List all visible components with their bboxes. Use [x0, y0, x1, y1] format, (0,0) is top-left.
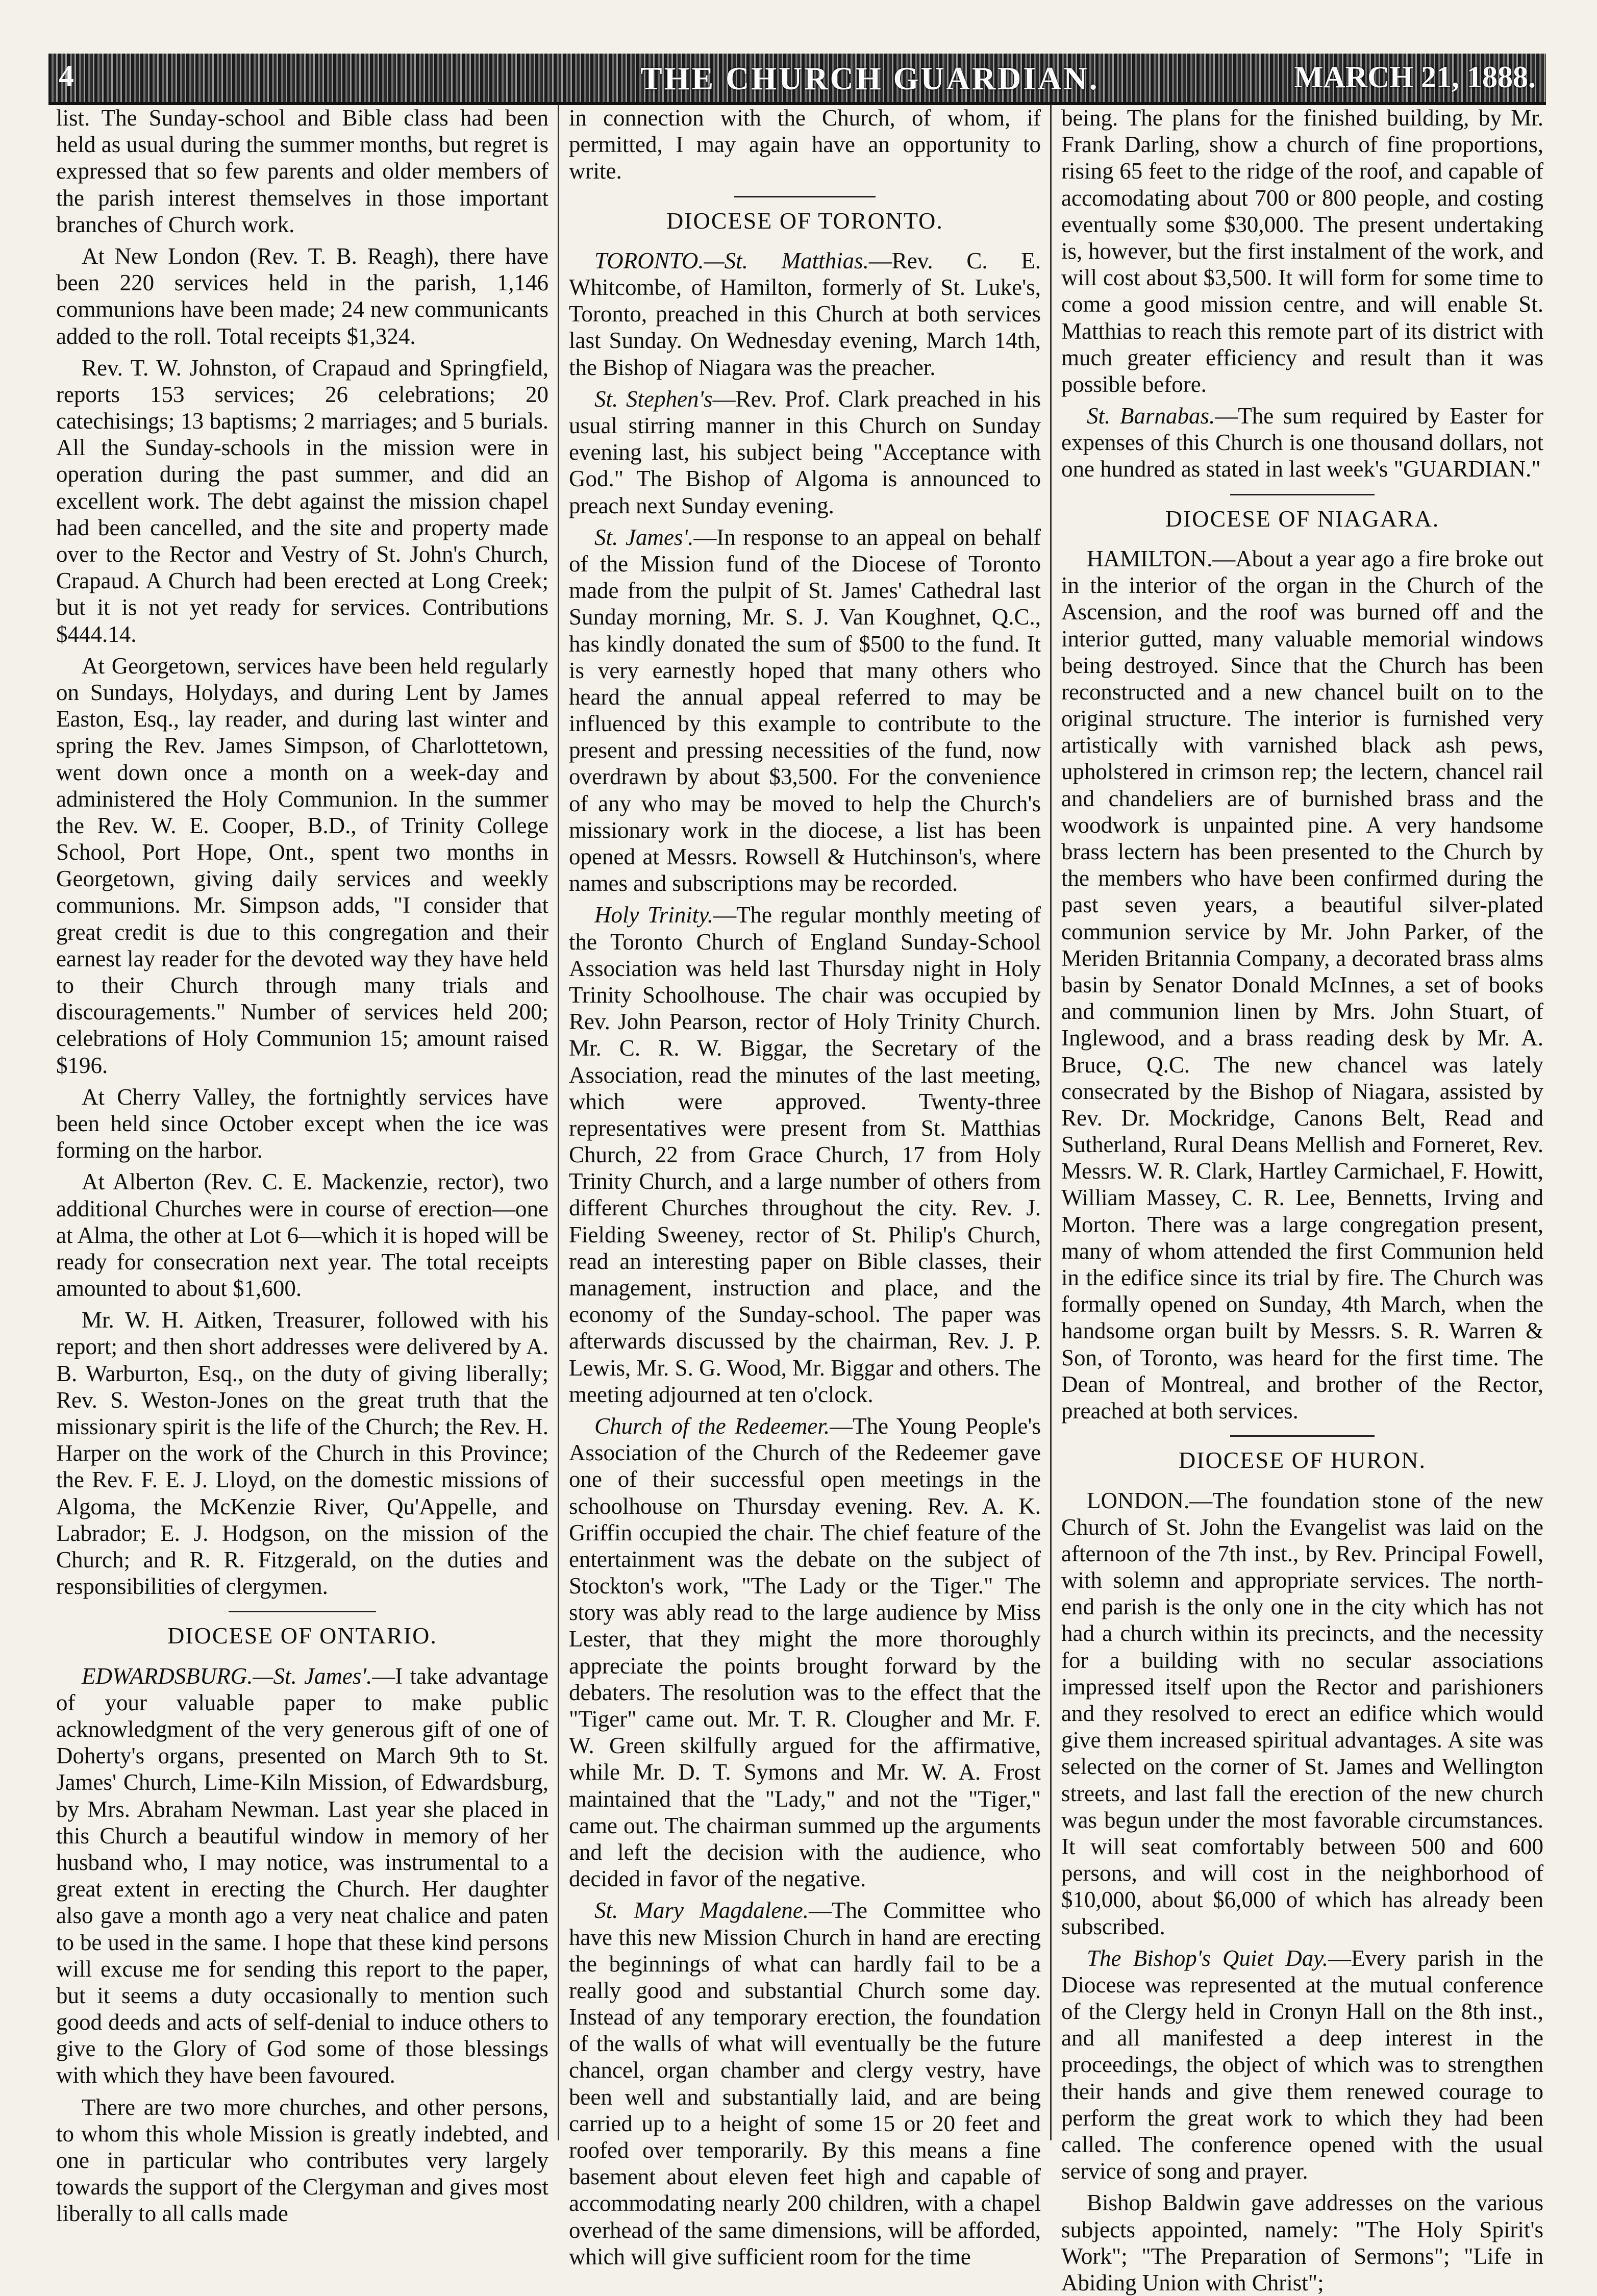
masthead [48, 54, 1546, 105]
column-rule [558, 105, 559, 2140]
paragraph-text: —Rev. C. E. Whitcombe, of Hamilton, formerly of St. Luke's, Toronto, preached in this Church at both services last Sunday. On Wednesday evening, March 14th, the Bishop of Niagara was the preacher. [569, 247, 1041, 380]
paragraph-lead: Church of the Redeemer. [594, 1413, 830, 1439]
paragraph-lead: Holy Trinity. [594, 902, 714, 928]
paragraph: list. The Sunday-school and Bible class had been held as usual during the summer months, but regret is expressed that so few parents and older members of the parish interest themselves in those important branches of Church work. [56, 105, 548, 237]
paragraph-lead: St. Barnabas. [1087, 403, 1215, 429]
paragraph: At Georgetown, services have been held regularly on Sundays, Holydays, and during Lent by James Easton, Esq., lay reader, and during last winter and spring the Rev. James Simpson, of Charlottetown, went down once a month on a week-day and administered the Holy Communion. In the summer the Rev. W. E. Cooper, B.D., of Trinity College School, Port Hope, Ont., spent two months in Georgetown, giving daily services and weekly communions. Mr. Simpson adds, "I consider that great credit is due to this congregation and their earnest lay reader for the devoted way they have held to their Church through many trials and discouragements." Number of services held 200; celebrations of Holy Communion 15; amount raised $196. [56, 653, 548, 1078]
column-rule [1050, 105, 1052, 2140]
paragraph-text: —I take advantage of your valuable paper to make public acknowledgment of the very generous gift of one of Doherty's organs, presented on March 9th to St. James' Church, Lime-Kiln Mission, of Edwardsburg, by Mrs. Abraham Newman. Last year she placed in this Church a beautiful window in memory of her husband who, I may notice, was instrumental to a great extent in erecting the Church. Her daughter also gave a month ago a very neat chalice and paten to be used in the same. I hope that these kind persons will excuse me for sending this report to the paper, but it seems a duty occasionally to mention such good deeds and acts of self-denial to induce others to give to the Glory of God some of those blessings with which they have been favoured. [56, 1663, 548, 2088]
paragraph-text: —The Committee who have this new Mission Church in hand are erecting the beginnings of what can hardly fail to be a really good and substantial Church some day. Instead of any temporary erection, the foundation of the walls of what will eventually be the future chancel, organ chamber and clergy vestry, have been well and substantially laid, and are being carried up to a height of some 15 or 20 feet and roofed over temporarily. By this means a fine basement about eleven feet high and capable of accommodating nearly 200 children, with a chapel overhead of the same dimensions, will be afforded, which will give sufficient room for the time [569, 1898, 1041, 2269]
section-heading: DIOCESE OF HURON. [1061, 1435, 1543, 1474]
issue-date: MARCH 21, 1888. [1294, 60, 1536, 94]
paragraph [1061, 403, 1543, 483]
paragraph-lead: HAMILTON. [1087, 545, 1213, 571]
paragraph: Bishop Baldwin gave addresses on the various subjects appointed, namely: "The Holy Spirit's Work"; "The Preparation of Sermons"; "Life in Abiding Union with Christ"; [1061, 2190, 1543, 2295]
paragraph-lead: LONDON. [1087, 1487, 1190, 1513]
page-number: 4 [59, 59, 74, 93]
paragraph [1061, 1945, 1543, 2185]
section-heading: DIOCESE OF ONTARIO. [56, 1611, 548, 1649]
paragraph: There are two more churches, and other persons, to whom this whole Mission is greatly indebted, and one in particular who contributes very largely towards the support of the Clergyman and gives most liberally to all calls made [56, 2094, 548, 2227]
paragraph: in connection with the Church, of whom, if permitted, I may again have an opportunity to write. [569, 105, 1041, 184]
paragraph [569, 902, 1041, 1408]
paragraph-lead: The Bishop's Quiet Day. [1087, 1945, 1328, 1971]
paragraph [1061, 545, 1543, 1424]
paragraph-text: —The Young People's Association of the Church of the Redeemer gave one of their successful open meetings in the schoolhouse on Thursday evening. Rev. A. K. Griffin occupied the chair. The chief feature of the entertainment was the debate on the subject of Stockton's work, "The Lady or the Tiger." The story was ably read to the large audience by Miss Lester, that they might the more thoroughly appreciate the points brought forward by the debaters. The resolution was to the effect that the "Tiger" came out. Mr. T. R. Clougher and Mr. F. W. Green skilfully argued for the affirmative, while Mr. D. T. Symons and Mr. W. A. Frost maintained that the "Lady," and not the "Tiger," came out. The chairman summed up the arguments and left the decision with the audience, who decided in favor of the negative. [569, 1413, 1041, 1892]
paragraph-lead: EDWARDSBURG.—St. James'. [82, 1663, 372, 1689]
column-2 [569, 105, 1041, 2269]
paragraph-text: —About a year ago a fire broke out in the interior of the organ in the Church of the Ascension, and the roof was burned off and the interior gutted, many valuable memorial windows being destroyed. Since that the Church has been reconstructed and a new chancel built on to the original structure. The interior is furnished very artistically with varnished black ash pews, upholstered in crimson rep; the lectern, chancel rail and chandeliers are of burnished brass and the woodwork is unpainted pine. A very handsome brass lectern has been presented to the Church by the members who have been confirmed during the past seven years, a beautiful silver-plated communion service by Mr. John Parker, of the Meriden Britannia Company, a decorated brass alms basin by Senator Donald McInnes, a set of books and communion linen by Mrs. John Stuart, of Inglewood, and a brass reading desk by Mr. A. Bruce, Q.C. The new chancel was lately consecrated by the Bishop of Niagara, assisted by Rev. Dr. Mockridge, Canons Belt, Read and Sutherland, Rural Deans Mellish and Forneret, Rev. Messrs. W. R. Clark, Hartley Carmichael, F. Howitt, William Massey, C. R. Lee, Bennetts, Irving and Morton. There was a large congregation present, many of whom attended the first Communion held in the edifice since its trial by fire. The Church was formally opened on Sunday, 4th March, when the handsome organ built by Messrs. S. R. Warren & Son, of Toronto, was heard for the first time. The Dean of Montreal, and brother of the Rector, preached at both services. [1061, 545, 1543, 1424]
paragraph [56, 1663, 548, 2089]
paragraph [1061, 1487, 1543, 1940]
paragraph [569, 524, 1041, 897]
column-1 [56, 105, 548, 2227]
paragraph-text: —In response to an appeal on behalf of the Mission fund of the Diocese of Toronto made from the pulpit of St. James' Cathedral last Sunday morning, Mr. S. J. Van Koughnet, Q.C., has kindly donated the sum of $500 to the fund. It is very earnestly hoped that many others who heard the annual appeal referred to may be influenced by this example to contribute to the present and pressing necessities of the fund, now overdrawn by about $3,500. For the convenience of any who may be moved to help the Church's missionary work in the diocese, a list has been opened at Messrs. Rowsell & Hutchinson's, where names and subscriptions may be recorded. [569, 524, 1041, 896]
section-heading: DIOCESE OF NIAGARA. [1061, 494, 1543, 532]
paragraph-lead: TORONTO.—St. Matthias. [594, 247, 869, 273]
paragraph-text: —Every parish in the Diocese was represented at the mutual conference of the Clergy held in Cronyn Hall on the 8th inst., and all manifested a deep interest in the proceedings, the object of which was to strengthen their hands and give them renewed courage to perform the great work to which they had been called. The conference opened with the usual service of song and prayer. [1061, 1945, 1543, 2184]
paragraph [569, 1413, 1041, 1892]
paragraph: Mr. W. H. Aitken, Treasurer, followed with his report; and then short addresses were delivered by A. B. Warburton, Esq., on the duty of giving liberally; Rev. S. Weston-Jones on the great truth that the missionary spirit is the life of the Church; the Rev. H. Harper on the work of the Church in this Province; the Rev. F. E. J. Lloyd, on the domestic missions of Algoma, the McKenzie River, Qu'Appelle, and Labrador; E. J. Hodgson, on the mission of the Church; and R. R. Fitzgerald, on the duties and responsibilities of clergymen. [56, 1307, 548, 1600]
paragraph [569, 247, 1041, 381]
paragraph-lead: St. James'. [594, 524, 694, 550]
paragraph-text: —The foundation stone of the new Church of St. John the Evangelist was laid on the afternoon of the 7th inst., by Rev. Principal Fowell, with solemn and appropriate services. The north-end parish is the only one in the city which has not had a church within its precincts, and the necessity for a building with no secular associations impressed itself upon the Rector and parishioners and they resolved to erect an edifice which would give them increased spiritual advantages. A site was selected on the corner of St. James and Wellington streets, and last fall the erection of the new church was begun under the most favorable circumstances. It will seat comfortably between 500 and 600 persons, and will cost in the neighborhood of $10,000, about $6,000 of which has already been subscribed. [1061, 1487, 1543, 1939]
paragraph: At Alberton (Rev. C. E. Mackenzie, rector), two additional Churches were in course of erection—one at Alma, the other at Lot 6—which it is hoped will be ready for consecration next year. The total receipts amounted to about $1,600. [56, 1169, 548, 1302]
paragraph-text: —Rev. Prof. Clark preached in his usual stirring manner in this Church on Sunday evening last, his subject being "Acceptance with God." The Bishop of Algoma is announced to preach next Sunday evening. [569, 386, 1041, 518]
paragraph-text: —The sum required by Easter for expenses of this Church is one thousand dollars, not one hundred as stated in last week's "GUARDIAN." [1061, 403, 1543, 482]
section-heading: DIOCESE OF TORONTO. [569, 196, 1041, 234]
newspaper-title: THE CHURCH GUARDIAN. [640, 60, 1100, 96]
paragraph-text: —The regular monthly meeting of the Toronto Church of England Sunday-School Association was held last Thursday night in Holy Trinity Schoolhouse. The chair was occupied by Rev. John Pearson, rector of Holy Trinity Church. Mr. C. R. W. Biggar, the Secretary of the Association, read the minutes of the last meeting, which were approved. Twenty-three representatives were present from St. Matthias Church, 22 from Grace Church, 17 from Holy Trinity Church, and a large number of others from different Churches throughout the city. Rev. J. Fielding Sweeney, rector of St. Philip's Church, read an interesting paper on Bible classes, their management, instruction and place, and the economy of the Sunday-school. The paper was afterwards discussed by the chairman, Rev. J. P. Lewis, Mr. S. G. Wood, Mr. Biggar and others. The meeting adjourned at ten o'clock. [569, 902, 1041, 1407]
paragraph: Rev. T. W. Johnston, of Crapaud and Springfield, reports 153 services; 26 celebrations; 20 catechisings; 13 baptisms; 2 marriages; and 5 burials. All the Sunday-schools in the mission were in operation during the past summer, and did an excellent work. The debt against the mission chapel had been cancelled, and the site and property made over to the Rector and Vestry of St. John's Church, Crapaud. A Church had been erected at Long Creek; but it is not yet ready for services. Contributions $444.14. [56, 355, 548, 647]
paragraph: being. The plans for the finished building, by Mr. Frank Darling, show a church of fine proportions, rising 65 feet to the ridge of the roof, and capable of accomodating about 700 or 800 people, and costing eventually some $30,000. The present undertaking is, however, but the first instalment of the work, and will cost about $3,500. It will form for some time to come a good mission centre, and will enable St. Matthias to reach this remote part of its district with much greater efficiency and result than it was possible before. [1061, 105, 1543, 397]
paragraph-lead: St. Stephen's [594, 386, 713, 412]
paragraph-lead: St. Mary Magdalene. [594, 1898, 809, 1924]
column-3 [1061, 105, 1543, 2295]
paragraph: At New London (Rev. T. B. Reagh), there have been 220 services held in the parish, 1,146 communions have been made; 24 new communicants added to the roll. Total receipts $1,324. [56, 243, 548, 349]
paragraph [569, 386, 1041, 519]
paragraph [569, 1897, 1041, 2270]
paragraph: At Cherry Valley, the fortnightly services have been held since October except when the ice was forming on the harbor. [56, 1084, 548, 1163]
